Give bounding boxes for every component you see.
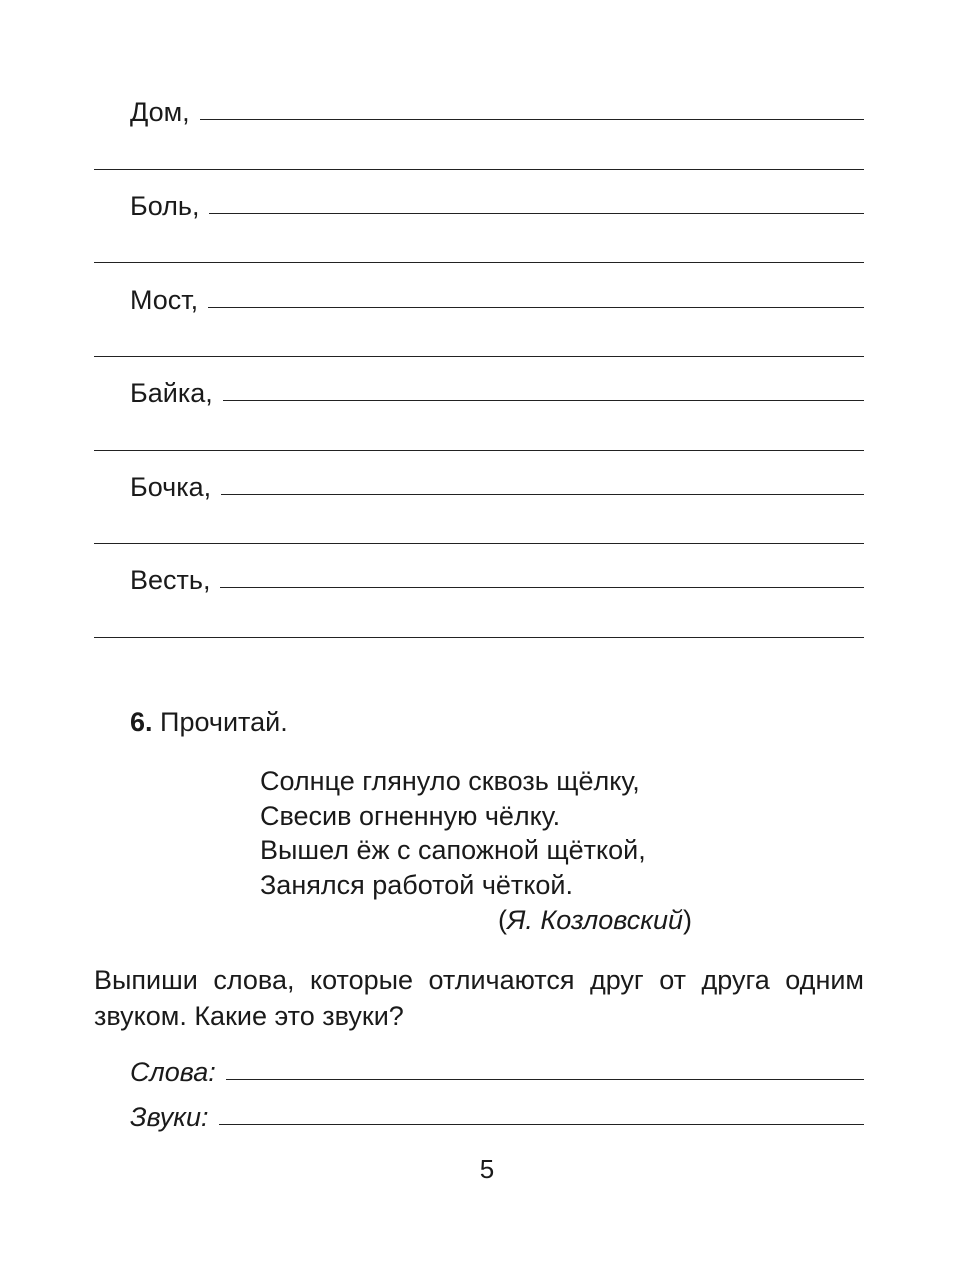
author-paren-close: ) [683,905,692,935]
word-row-bayka [130,377,864,409]
answer-line[interactable] [221,494,864,495]
author-name: Я. Козловский [506,905,683,935]
task-instruction: Прочитай. [160,707,288,737]
answer-line[interactable] [94,262,864,263]
poem-line: Вышел ёж с сапожной щёткой, [260,835,646,865]
word-row-bol [130,190,864,222]
answer-line[interactable] [209,213,864,214]
word-row-bochka [130,471,864,503]
answer-line[interactable] [94,450,864,451]
answer-row-words [130,1056,864,1088]
word-label: Байка, [130,378,213,408]
answer-line[interactable] [220,587,864,588]
answer-line[interactable] [223,400,864,401]
question-text: Выпиши слова, которые отличаются друг от друга одним звуком. Какие это звуки? [94,965,864,1031]
page-number: 5 [479,1154,495,1184]
word-label: Дом, [130,97,190,127]
answer-line[interactable] [94,169,864,170]
poem-line: Солнце глянуло сквозь щёлку, [260,766,640,796]
answer-line[interactable] [94,543,864,544]
task-number: 6. [130,707,153,737]
word-row-dom [130,96,864,128]
answer-line[interactable] [94,637,864,638]
answer-line[interactable] [208,307,864,308]
task-header [130,706,288,738]
words-answer-line[interactable] [226,1079,864,1080]
poem-line: Свесив огненную чёлку. [260,800,561,831]
answer-line[interactable] [94,356,864,357]
word-label: Весть, [130,565,211,595]
author-paren-open: ( [497,905,507,935]
poem [260,764,646,902]
word-label: Мост, [130,285,199,315]
sounds-answer-line[interactable] [219,1124,864,1125]
sounds-label: Звуки: [130,1102,209,1132]
word-label: Боль, [130,191,200,221]
word-label: Бочка, [130,472,212,502]
poem-author [260,903,692,937]
poem-line: Занялся работой чёткой. [260,869,573,900]
answer-line[interactable] [200,119,864,120]
answer-row-sounds [130,1101,864,1133]
words-label: Слова: [130,1057,216,1087]
word-row-vest [130,564,864,596]
word-row-most [130,284,864,316]
